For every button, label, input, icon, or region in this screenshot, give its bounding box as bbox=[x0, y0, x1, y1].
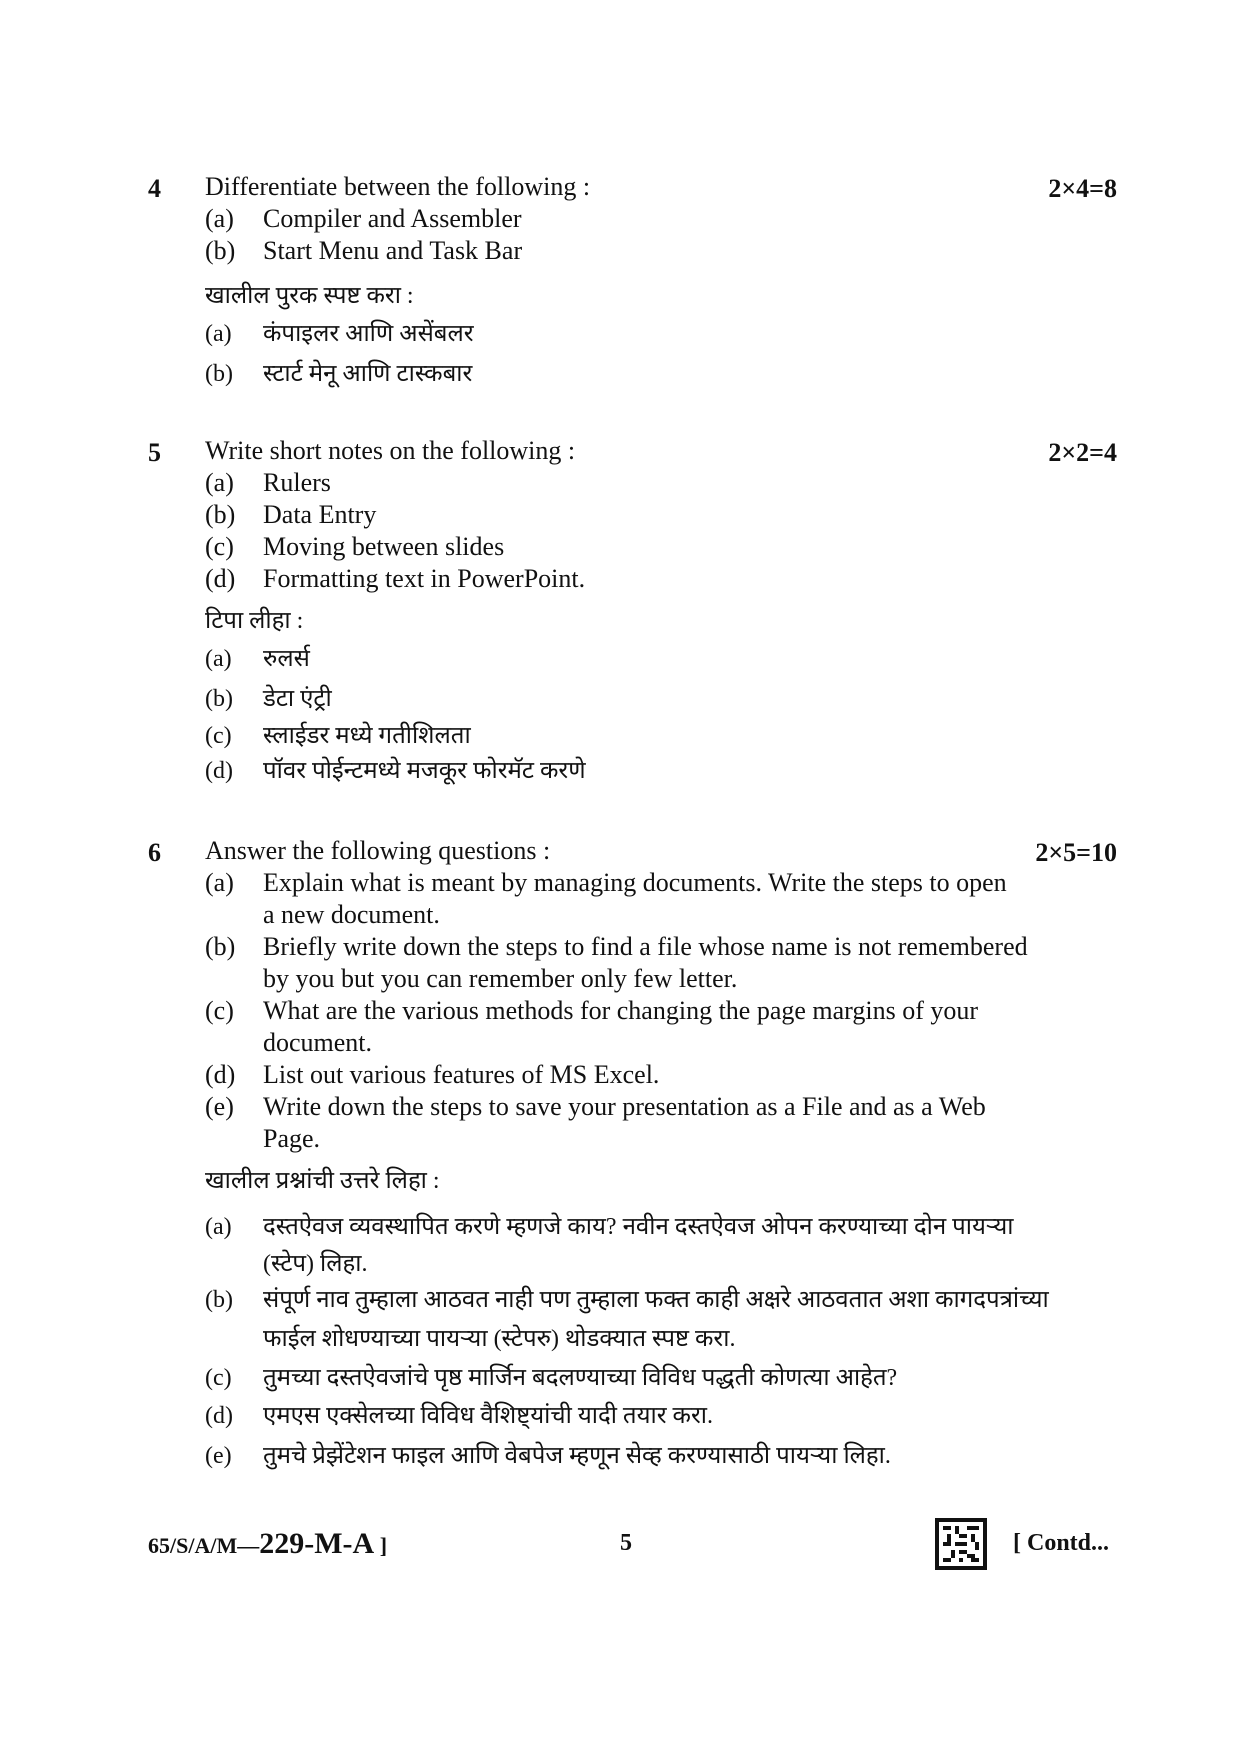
question-6-marathi-item-c: (c) तुमच्या दस्तऐवजांचे पृष्ठ मार्जिन बदलण्याच्या विविध पद्धती कोणत्या आहेत? bbox=[205, 1365, 898, 1391]
contd-label: [ Contd... bbox=[1013, 1530, 1110, 1556]
question-6-marathi-item-a-cont: (स्टेप) लिहा. bbox=[263, 1251, 368, 1277]
question-4-item-b: (b) Start Menu and Task Bar bbox=[205, 236, 523, 265]
question-5-item-b: (b) Data Entry bbox=[205, 500, 377, 529]
question-5-marks: 2×2=4 bbox=[1048, 438, 1117, 467]
question-6-marathi-item-b-cont: फाईल शोधण्याच्या पायऱ्या (स्टेपरु) थोडक्यात स्पष्ट करा. bbox=[263, 1326, 736, 1352]
question-5-item-d: (d) Formatting text in PowerPoint. bbox=[205, 564, 586, 593]
question-6-prompt: Answer the following questions : bbox=[205, 836, 551, 865]
question-4-marathi-prompt: खालील पुरक स्पष्ट करा : bbox=[205, 283, 414, 309]
question-4-marks: 2×4=8 bbox=[1048, 174, 1117, 203]
question-6-marathi-item-a: (a) दस्तऐवज व्यवस्थापित करणे म्हणजे काय? नवीन दस्तऐवज ओपन करण्याच्या दोन पायऱ्या bbox=[205, 1214, 1014, 1240]
question-4-number: 4 bbox=[148, 174, 161, 203]
question-4-marathi-item-b: (b) स्टार्ट मेनू आणि टास्कबार bbox=[205, 361, 473, 387]
question-6-marathi-prompt: खालील प्रश्नांची उत्तरे लिहा : bbox=[205, 1168, 440, 1194]
question-6-item-a-cont: a new document. bbox=[263, 900, 440, 929]
question-6-item-a: (a) Explain what is meant by managing documents. Write the steps to open bbox=[205, 868, 1007, 897]
question-6-marathi-item-b: (b) संपूर्ण नाव तुम्हाला आठवत नाही पण तुम्हाला फक्त काही अक्षरे आठवतात अशा कागदपत्रांच्या bbox=[205, 1287, 1049, 1313]
question-4-prompt: Differentiate between the following : bbox=[205, 172, 591, 201]
question-6-marks: 2×5=10 bbox=[1035, 838, 1117, 867]
question-5-marathi-item-c: (c) स्लाईडर मध्ये गतीशिलता bbox=[205, 723, 471, 749]
question-6-marathi-item-d: (d) एमएस एक्सेलच्या विविध वैशिष्ट्यांची यादी तयार करा. bbox=[205, 1403, 714, 1429]
question-5-number: 5 bbox=[148, 438, 161, 467]
question-5-marathi-item-a: (a) रुलर्स bbox=[205, 646, 310, 672]
question-5-marathi-item-d: (d) पॉवर पोईन्टमध्ये मजकूर फोरमॅट करणे bbox=[205, 758, 586, 784]
question-6-number: 6 bbox=[148, 838, 161, 867]
question-6-item-b-cont: by you but you can remember only few letter. bbox=[263, 964, 738, 993]
question-4-marathi-item-a: (a) कंपाइलर आणि असेंबलर bbox=[205, 321, 474, 347]
question-6-item-e-cont: Page. bbox=[263, 1124, 321, 1153]
paper-code: 65/S/A/M—229-M-A ] bbox=[148, 1527, 388, 1560]
question-6-item-e: (e) Write down the steps to save your presentation as a File and as a Web bbox=[205, 1092, 986, 1121]
question-5-marathi-prompt: टिपा लीहा : bbox=[205, 608, 304, 634]
question-6-item-c: (c) What are the various methods for changing the page margins of your bbox=[205, 996, 979, 1025]
question-5-marathi-item-b: (b) डेटा एंट्री bbox=[205, 686, 332, 712]
question-5-item-c: (c) Moving between slides bbox=[205, 532, 505, 561]
qr-code-icon bbox=[935, 1518, 987, 1570]
question-6-marathi-item-e: (e) तुमचे प्रेझेंटेशन फाइल आणि वेबपेज म्हणून सेव्ह करण्यासाठी पायऱ्या लिहा. bbox=[205, 1443, 891, 1469]
question-6-item-d: (d) List out various features of MS Excel. bbox=[205, 1060, 660, 1089]
question-4-item-a: (a) Compiler and Assembler bbox=[205, 204, 522, 233]
page-number: 5 bbox=[620, 1530, 632, 1556]
question-6-item-c-cont: document. bbox=[263, 1028, 373, 1057]
question-6-item-b: (b) Briefly write down the steps to find a file whose name is not remembered bbox=[205, 932, 1028, 961]
question-5-item-a: (a) Rulers bbox=[205, 468, 331, 497]
question-5-prompt: Write short notes on the following : bbox=[205, 436, 576, 465]
